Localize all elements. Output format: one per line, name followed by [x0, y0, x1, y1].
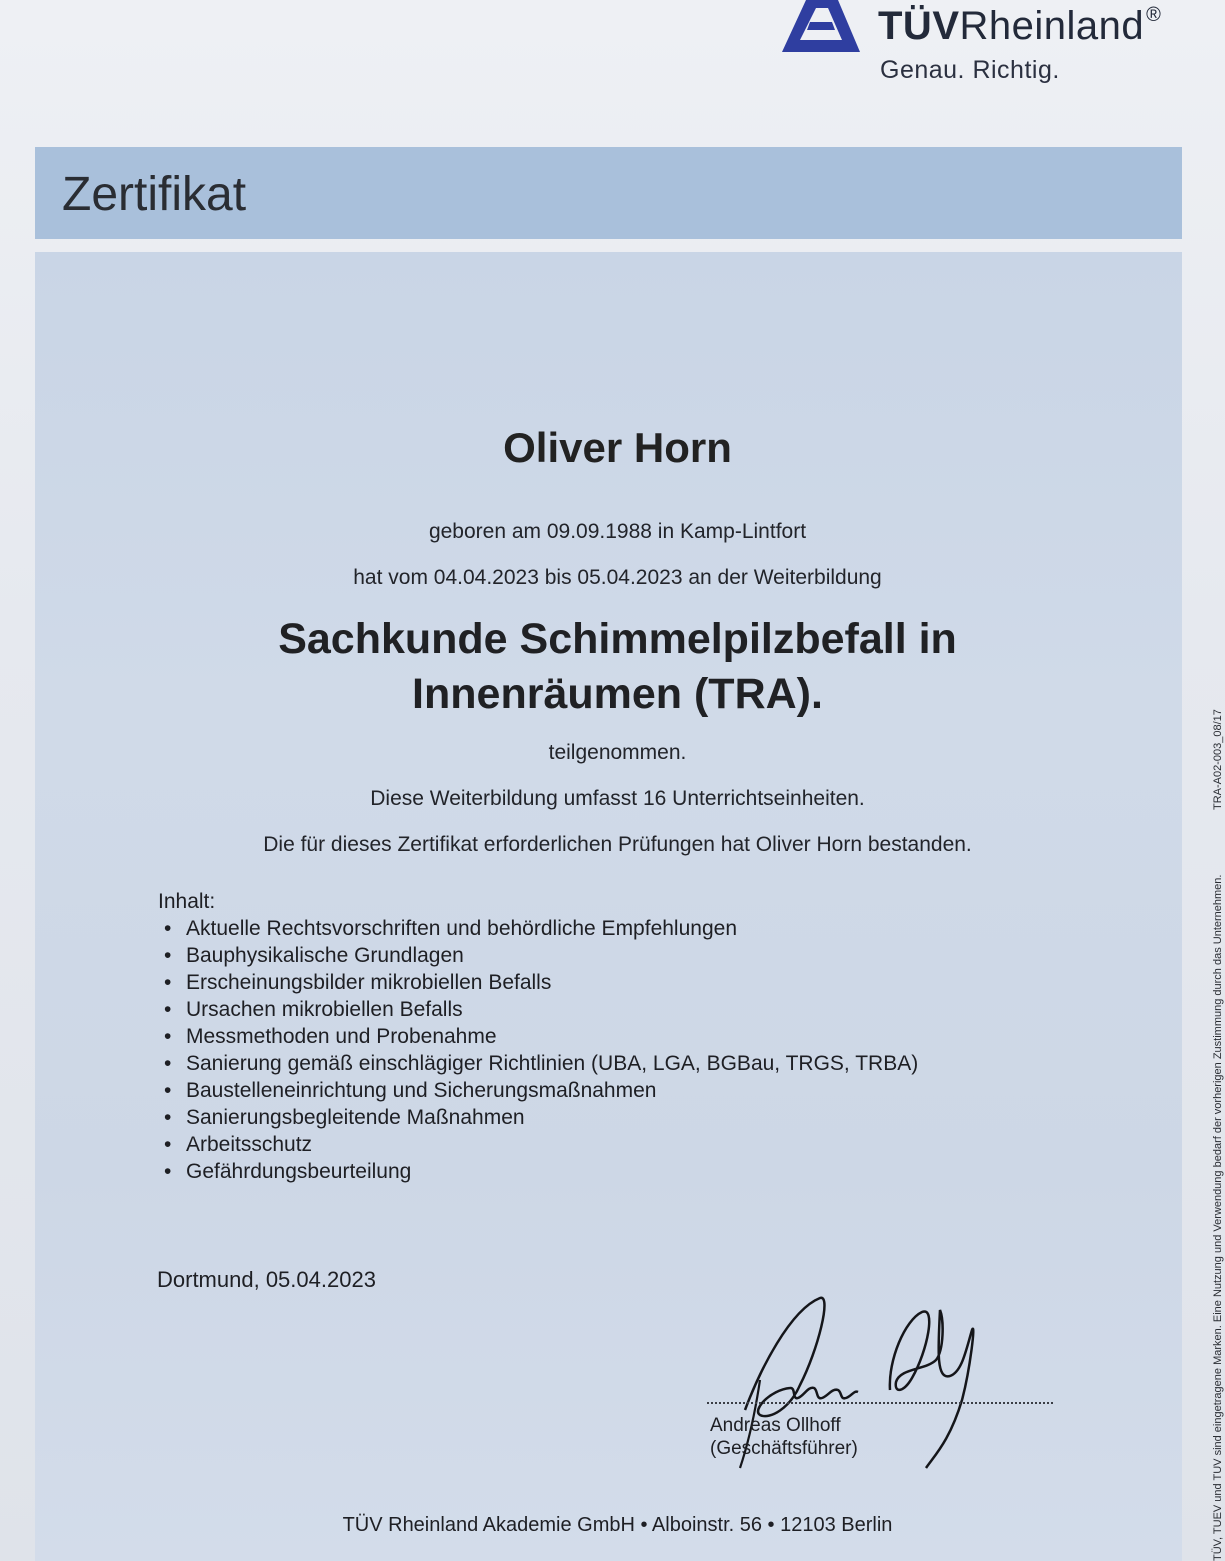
- participated-line: teilgenommen.: [548, 741, 687, 764]
- list-item: • Bauphysikalische Grundlagen: [164, 942, 918, 969]
- logo-brand-text: TÜVRheinland ®: [878, 3, 1162, 48]
- footer-address: TÜV Rheinland Akademie GmbH • Alboinstr. 56 • 12103 Berlin: [342, 1514, 893, 1536]
- period-line: hat vom 04.04.2023 bis 05.04.2023 an der Weiterbildung: [353, 566, 882, 589]
- tuv-rheinland-logo: [780, 0, 1200, 95]
- document-code: TRA-A02-003_08/17: [1212, 709, 1224, 810]
- content-list: [164, 915, 918, 1185]
- units-line: Diese Weiterbildung umfasst 16 Unterrichtseinheiten.: [370, 787, 865, 810]
- exam-line: Die für dieses Zertifikat erforderlichen Prüfungen hat Oliver Horn bestanden.: [263, 833, 972, 856]
- list-item: • Arbeitsschutz: [164, 1131, 918, 1158]
- course-title-line-1: Sachkunde Schimmelpilzbefall in: [278, 615, 957, 663]
- list-item: • Aktuelle Rechtsvorschriften und behördliche Empfehlungen: [164, 915, 918, 942]
- tuv-triangle-icon: [780, 0, 862, 58]
- logo-slogan: Genau. Richtig.: [880, 56, 1060, 84]
- signature-line: [707, 1402, 1053, 1404]
- list-item: • Baustelleneinrichtung und Sicherungsmaßnahmen: [164, 1077, 918, 1104]
- course-title-line-2: Innenräumen (TRA).: [412, 670, 823, 718]
- page-title: Zertifikat: [62, 168, 247, 221]
- list-item: • Gefährdungsbeurteilung: [164, 1158, 918, 1185]
- content-label: Inhalt:: [158, 890, 216, 913]
- recipient-name: Oliver Horn: [503, 424, 732, 471]
- birth-line: geboren am 09.09.1988 in Kamp-Lintfort: [428, 520, 807, 543]
- list-item: • Erscheinungsbilder mikrobiellen Befalls: [164, 969, 918, 996]
- title-bar: [35, 147, 1182, 239]
- signer-name: Andreas Ollhoff: [710, 1415, 841, 1436]
- list-item: • Ursachen mikrobiellen Befalls: [164, 996, 918, 1023]
- trademark-note: TÜV, TUEV und TUV sind eingetragene Marken. Eine Nutzung und Verwendung bedarf der vorherigen Zustimmung durch das Unternehmen.: [1212, 874, 1224, 1561]
- place-date: Dortmund, 05.04.2023: [157, 1267, 376, 1292]
- list-item: • Sanierungsbegleitende Maßnahmen: [164, 1104, 918, 1131]
- course-title: [35, 612, 1200, 722]
- list-item: • Sanierung gemäß einschlägiger Richtlinien (UBA, LGA, BGBau, TRGS, TRBA): [164, 1050, 918, 1077]
- list-item: • Messmethoden und Probenahme: [164, 1023, 918, 1050]
- signer-role: (Geschäftsführer): [710, 1438, 858, 1459]
